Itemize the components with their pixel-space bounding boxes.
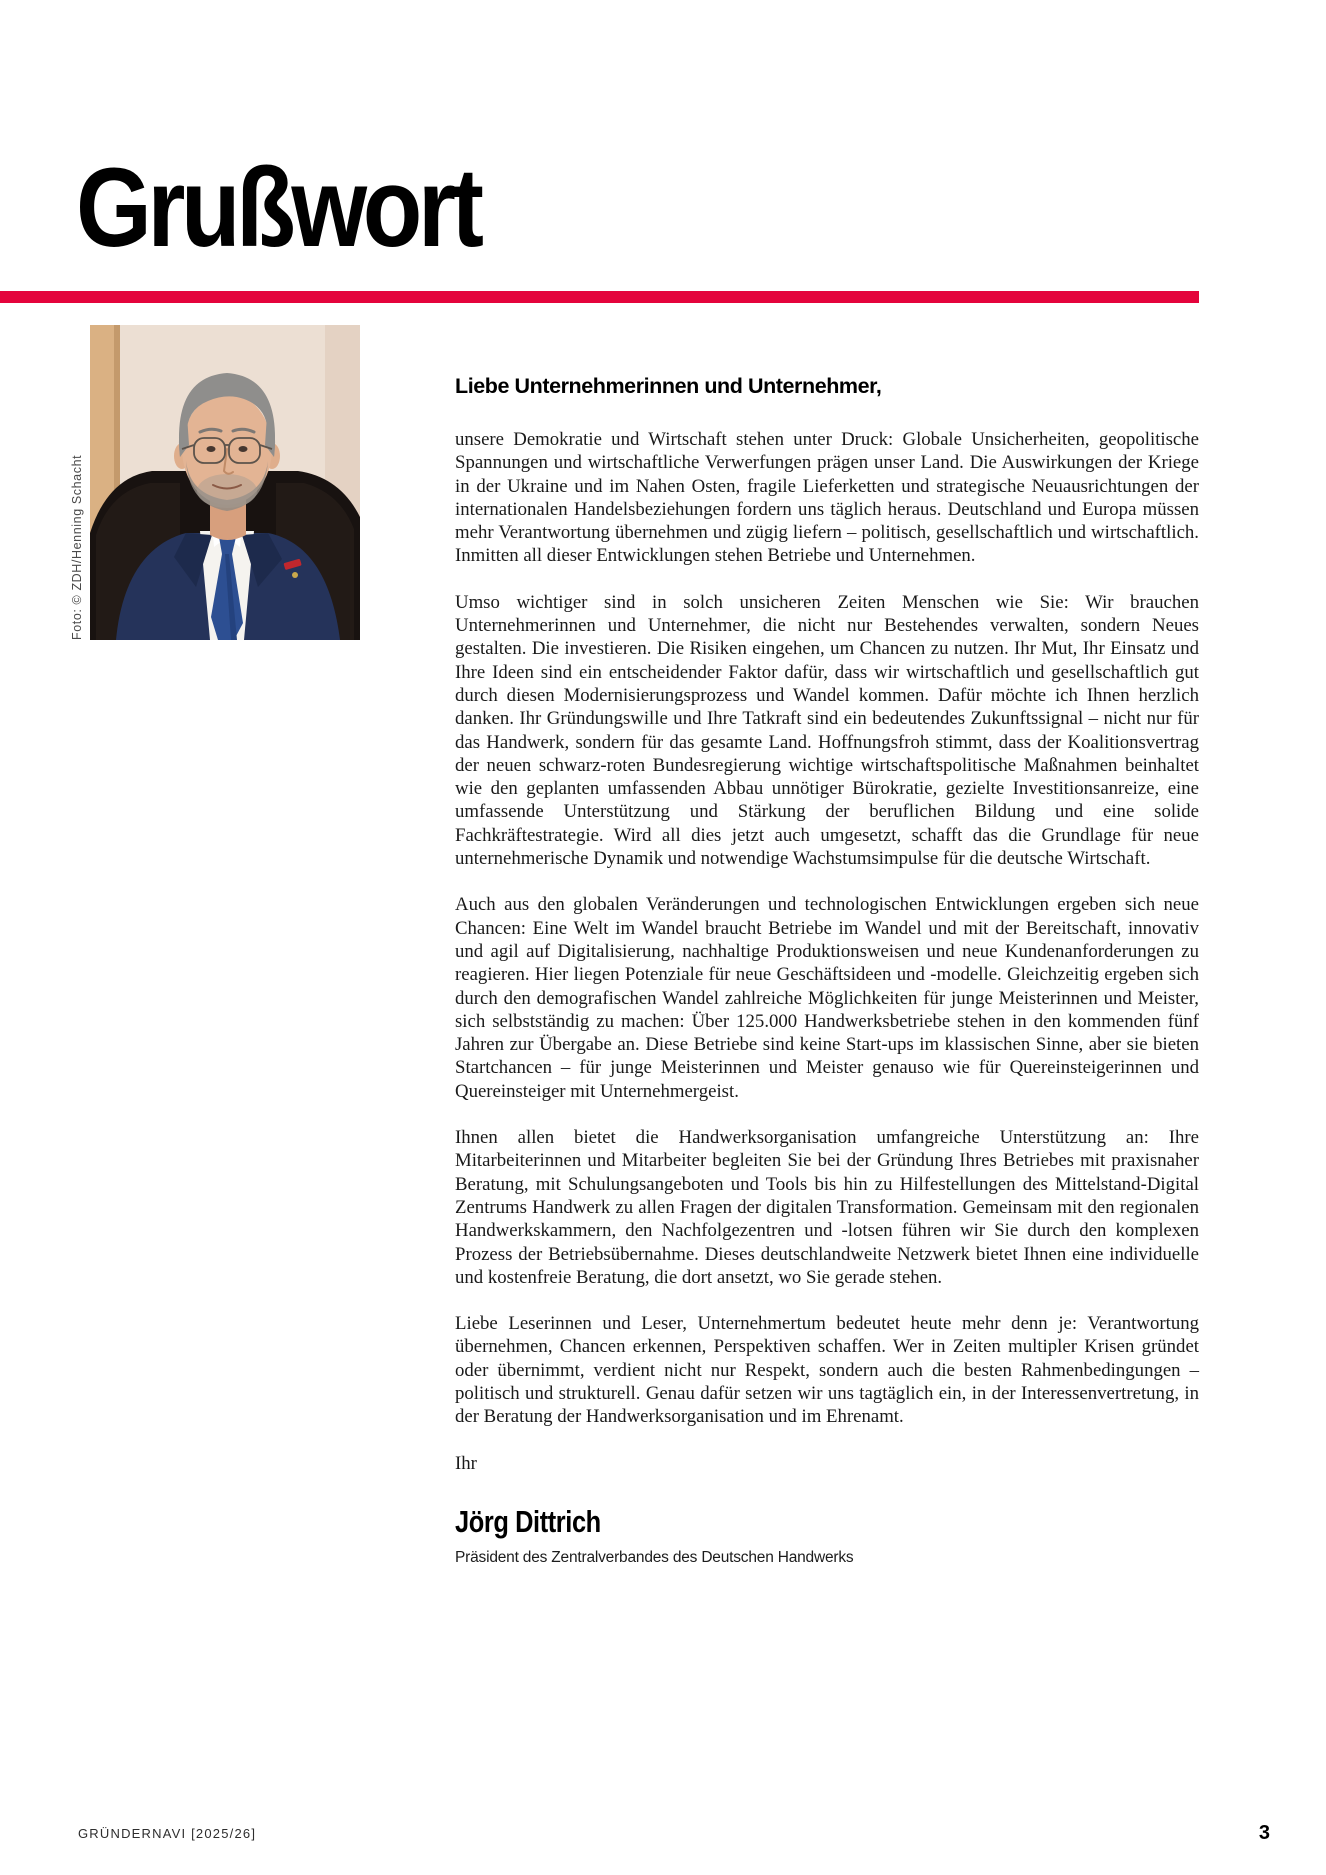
portrait-photo (90, 325, 360, 640)
accent-divider (0, 291, 1199, 303)
signature-name: Jörg Dittrich (455, 1503, 601, 1539)
paragraph-2: Umso wichtiger sind in solch unsicheren Zeiten Menschen wie Sie: Wir brauchen Unternehmerinnen und Unternehmer, die nicht nur Bestehendes verwalten, sondern Neues gestalten. Die investieren. Die Risiken eingehen, um Chancen zu nutzen. Ihr Mut, Ihr Einsatz und Ihre Ideen sind ein entscheidender Faktor dafür, dass wir wirtschaftlich und gesellschaftlich gut durch diesen Modernisierungsprozess und Wandel kommen. Dafür möchte ich Ihnen herzlich danken. Ihr Gründungswille und Ihre Tatkraft sind ein bedeutendes Zukunftssignal – nicht nur für das Handwerk, sondern für das gesamte Land. Hoffnungsfroh stimmt, dass der Koalitionsvertrag der neuen schwarz-roten Bundesregierung wichtige wirtschaftspolitische Maßnahmen beinhaltet wie den geplanten umfassenden Abbau unnötiger Bürokratie, gezielte Investitionsanreize, eine umfassende Unterstützung und Stärkung der beruflichen Bildung und eine solide Fachkräftestrategie. Wird all dies jetzt auch umgesetzt, schafft das die Grundlage für neue unternehmerische Dynamik und notwendige Wachstumsimpulse für die deutsche Wirtschaft. (455, 591, 1199, 870)
closing: Ihr (455, 1452, 477, 1474)
paragraph-1: unsere Demokratie und Wirtschaft stehen unter Druck: Globale Unsicherheiten, geopolitische Spannungen und wirtschaftliche Verwerfungen prägen unser Land. Die Auswirkungen der Kriege in der Ukraine und im Nahen Osten, fragile Lieferketten und strategische Neuausrichtungen der internationalen Handelsbeziehungen fordern uns täglich heraus. Deutschland und Europa müssen mehr Verantwortung übernehmen und zügig liefern – politisch, gesellschaftlich und wirtschaftlich. Inmitten all dieser Entwicklungen stehen Betriebe und Unternehmen. (455, 429, 1199, 567)
paragraph-4: Ihnen allen bietet die Handwerksorganisation umfangreiche Unterstützung an: Ihre Mitarbeiterinnen und Mitarbeiter begleiten Sie bei der Gründung Ihres Betriebes mit praxisnaher Beratung, mit Schulungsangeboten und Tools bis hin zu Hilfestellungen des Mittelstand-Digital Zentrums Handwerk zu allen Fragen der digitalen Transformation. Gemeinsam mit den regionalen Handwerkskammern, den Nachfolgezentren und -lotsen führen wir Sie durch den komplexen Prozess der Betriebsübernahme. Dieses deutschlandweite Netzwerk bietet Ihnen eine individuelle und kostenfreie Beratung, die dort ansetzt, wo Sie gerade stehen. (455, 1127, 1199, 1288)
signature-title: Präsident des Zentralverbandes des Deutschen Handwerks (455, 1548, 854, 1566)
footer-page-number: 3 (1258, 1822, 1270, 1844)
letter-body (455, 372, 1199, 1567)
page-title: Grußwort (76, 145, 480, 270)
paragraph-5: Liebe Leserinnen und Leser, Unternehmertum bedeutet heute mehr denn je: Verantwortung übernehmen, Chancen erkennen, Perspektiven schaffen. Wer in Zeiten multipler Krisen gründet oder übernimmt, verdient nicht nur Respekt, sondern auch die besten Rahmenbedingungen – politisch und strukturell. Genau dafür setzen wir uns tagtäglich ein, in der Interessenvertretung, in der Beratung der Handwerksorganisation und im Ehrenamt. (455, 1313, 1199, 1428)
paragraph-3: Auch aus den globalen Veränderungen und technologischen Entwicklungen ergeben sich neue Chancen: Eine Welt im Wandel braucht Betriebe im Wandel und mit der Bereitschaft, innovativ und agil auf Digitalisierung, nachhaltige Produktionsweisen und neue Kundenanforderungen zu reagieren. Hier liegen Potenziale für neue Geschäftsideen und -modelle. Gleichzeitig ergeben sich durch den demografischen Wandel zahlreiche Möglichkeiten für junge Meisterinnen und Meister, sich selbstständig zu machen: Über 125.000 Handwerksbetriebe stehen in den kommenden fünf Jahren zur Übergabe an. Diese Betriebe sind keine Start-ups im klassischen Sinne, aber sie bieten Startchancen – für junge Meisterinnen und Meister genauso wie für Quereinsteigerinnen und Quereinsteiger mit Unternehmergeist. (455, 894, 1199, 1102)
photo-credit: Foto: © ZDH/Henning Schacht (70, 454, 84, 640)
portrait-illustration (90, 325, 360, 640)
footer-publication: GRÜNDERNAVI [2025/26] (78, 1826, 257, 1841)
salutation: Liebe Unternehmerinnen und Unternehmer, (455, 374, 882, 398)
